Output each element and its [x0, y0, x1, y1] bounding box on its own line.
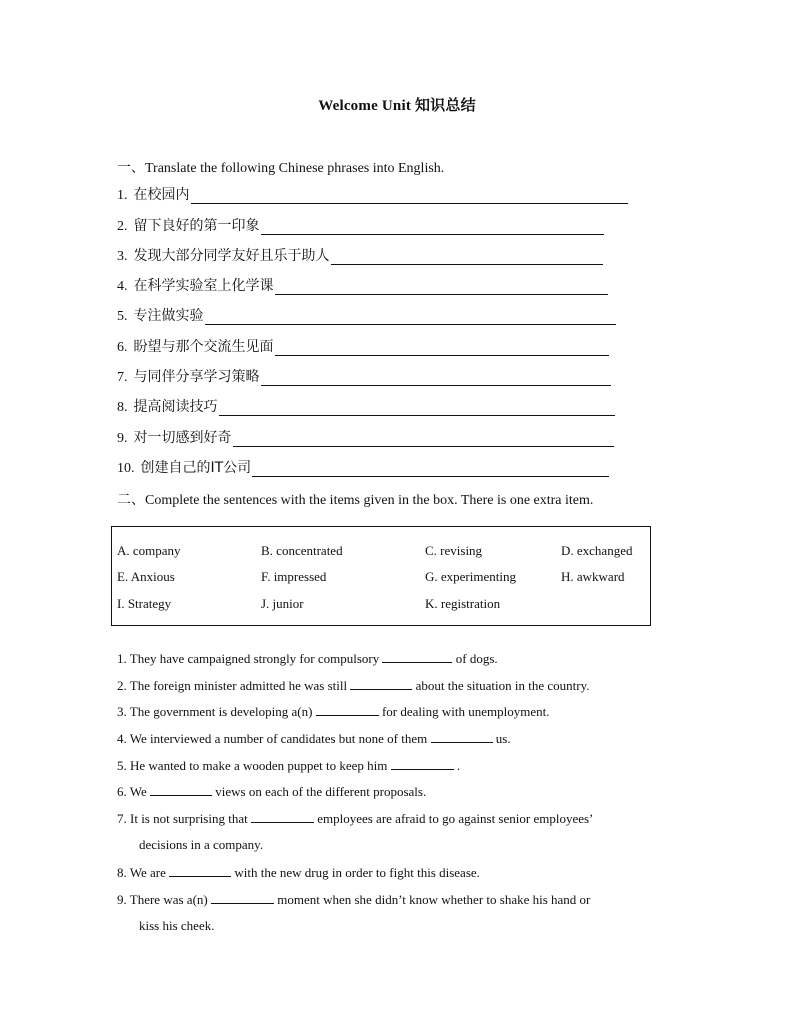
option: G. experimenting: [425, 569, 516, 584]
section2-heading-text: Complete the sentences with the items given in the box. There is one extra item.: [145, 493, 594, 508]
word-box: [111, 526, 651, 626]
option: H. awkward: [561, 569, 625, 584]
answer-line[interactable]: [331, 250, 603, 265]
answer-blank[interactable]: [251, 810, 314, 823]
option: D. exchanged: [561, 543, 633, 558]
answer-blank[interactable]: [350, 677, 412, 690]
item-number: 1.: [117, 188, 128, 203]
answer-line[interactable]: [261, 371, 611, 386]
answer-blank[interactable]: [316, 703, 379, 716]
sentence-continuation: kiss his cheek.: [139, 918, 215, 933]
translate-item: [117, 245, 603, 265]
translate-item: [117, 396, 615, 416]
sentence: [117, 677, 590, 694]
sentence-text: .: [453, 758, 461, 773]
section2-heading: [117, 489, 593, 509]
sentence-text: 4. We interviewed a number of candidates but none of them: [117, 731, 431, 746]
translate-item: [117, 215, 604, 235]
translate-item: [117, 427, 614, 447]
sentence-text: 9. There was a(n): [117, 892, 211, 907]
answer-blank[interactable]: [431, 730, 493, 743]
option: I. Strategy: [117, 596, 172, 611]
item-text: 留下良好的第一印象: [133, 218, 260, 234]
sentence: [117, 783, 426, 800]
answer-line[interactable]: [275, 341, 609, 356]
item-number: 5.: [117, 309, 128, 324]
answer-blank[interactable]: [150, 783, 212, 796]
sentence-text: 3. The government is developing a(n): [117, 704, 316, 719]
translate-item: [117, 336, 609, 356]
item-text: 创建自己的IT公司: [140, 460, 252, 476]
option: C. revising: [425, 543, 483, 558]
sentence-text: with the new drug in order to fight this disease.: [231, 865, 480, 880]
item-text: 发现大部分同学友好且乐于助人: [133, 248, 330, 264]
sentence-text: us.: [492, 731, 511, 746]
translate-item: [117, 275, 608, 295]
section1-prefix: 一、: [117, 160, 145, 176]
sentence-text: moment when she didn’t know whether to shake his hand or: [273, 892, 591, 907]
answer-blank[interactable]: [391, 757, 454, 770]
section1-heading-text: Translate the following Chinese phrases into English.: [145, 161, 445, 176]
item-text: 盼望与那个交流生见面: [133, 339, 274, 355]
sentence: [117, 864, 480, 881]
answer-blank[interactable]: [382, 650, 452, 663]
translate-item: [117, 305, 616, 325]
answer-line[interactable]: [261, 220, 604, 235]
translate-item: [117, 184, 628, 204]
item-number: 7.: [117, 370, 128, 385]
sentence: [117, 891, 590, 908]
sentence-text: 2. The foreign minister admitted he was still: [117, 678, 351, 693]
answer-line[interactable]: [191, 189, 628, 204]
sentence-text: employees are afraid to go against senior employees’: [313, 811, 594, 826]
item-number: 9.: [117, 431, 128, 446]
item-number: 10.: [117, 461, 135, 476]
answer-line[interactable]: [233, 432, 614, 447]
sentence-text: 6. We: [117, 784, 151, 799]
item-number: 2.: [117, 219, 128, 234]
answer-line[interactable]: [219, 401, 615, 416]
sentence: [117, 703, 549, 720]
item-text: 提高阅读技巧: [133, 399, 218, 415]
answer-blank[interactable]: [211, 891, 274, 904]
translate-item: [117, 457, 609, 477]
sentence-text: for dealing with unemployment.: [378, 704, 550, 719]
section1-heading: [117, 157, 444, 177]
sentence-text: 5. He wanted to make a wooden puppet to keep him: [117, 758, 391, 773]
sentence-text: 1. They have campaigned strongly for compulsory: [117, 651, 383, 666]
item-text: 在科学实验室上化学课: [133, 278, 274, 294]
translate-item: [117, 366, 611, 386]
sentence-text: about the situation in the country.: [412, 678, 590, 693]
option: E. Anxious: [117, 569, 175, 584]
sentence: [117, 757, 460, 774]
sentence-text: 8. We are: [117, 865, 170, 880]
item-number: 3.: [117, 249, 128, 264]
option: K. registration: [425, 596, 501, 611]
option: A. company: [117, 543, 181, 558]
option: F. impressed: [261, 569, 327, 584]
item-text: 对一切感到好奇: [133, 430, 232, 446]
item-number: 4.: [117, 279, 128, 294]
sentence: [117, 650, 498, 667]
option: B. concentrated: [261, 543, 343, 558]
option: J. junior: [261, 596, 304, 611]
page-title: Welcome Unit 知识总结: [318, 98, 476, 114]
sentence-continuation: decisions in a company.: [139, 837, 264, 852]
item-number: 6.: [117, 340, 128, 355]
sentence: [117, 730, 511, 747]
section2-prefix: 二、: [117, 492, 145, 508]
sentence: [117, 810, 593, 827]
answer-line[interactable]: [275, 280, 608, 295]
item-text: 专注做实验: [133, 308, 204, 324]
sentence-text: views on each of the different proposals.: [212, 784, 427, 799]
item-text: 在校园内: [133, 187, 190, 203]
sentence-text: of dogs.: [452, 651, 498, 666]
item-text: 与同伴分享学习策略: [133, 369, 260, 385]
sentence-text: 7. It is not surprising that: [117, 811, 251, 826]
answer-blank[interactable]: [169, 864, 231, 877]
answer-line[interactable]: [205, 310, 616, 325]
answer-line[interactable]: [252, 462, 609, 477]
item-number: 8.: [117, 400, 128, 415]
